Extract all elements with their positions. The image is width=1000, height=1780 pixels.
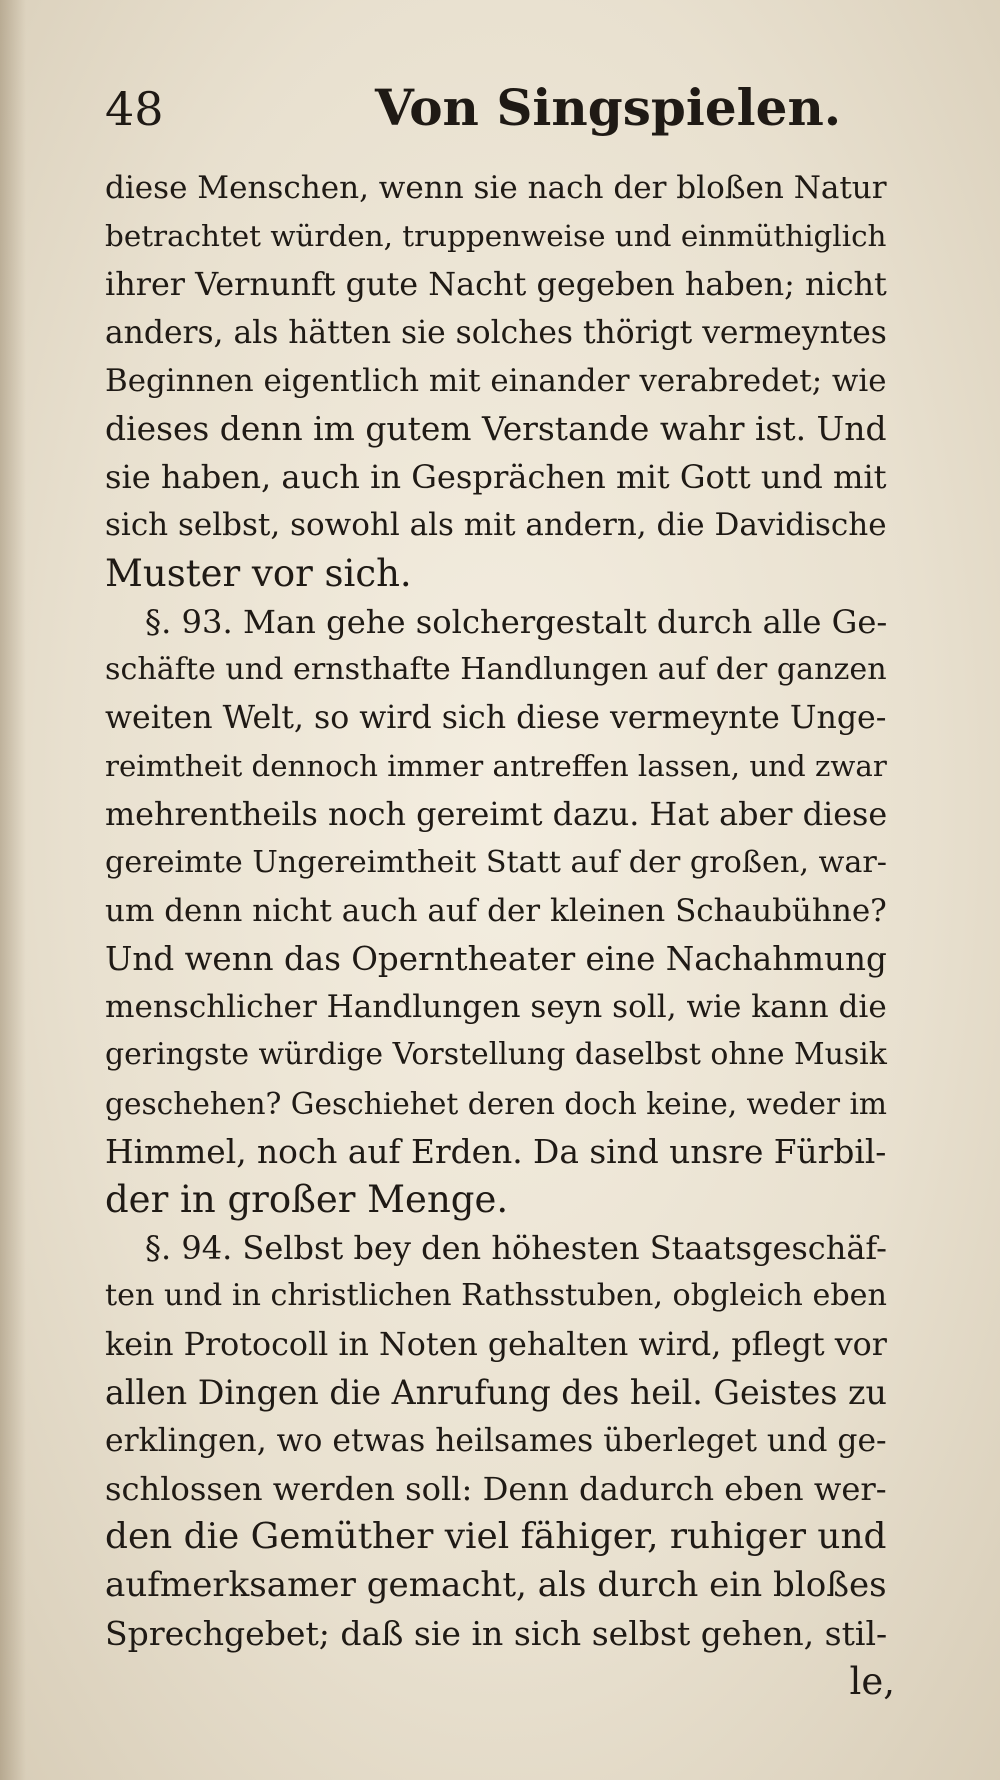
- text-line: sich selbst, sowohl als mit andern, die Davidische: [105, 507, 887, 544]
- text-line: geschehen? Geschiehet deren doch keine, weder im: [105, 1086, 888, 1121]
- text-line: Sprechgebet; daß sie in sich selbst gehen, stil-: [105, 1613, 888, 1653]
- text-line: Und wenn das Operntheater eine Nachahmung: [105, 940, 887, 978]
- text-line: schäfte und ernsthafte Handlungen auf der ganzen: [105, 651, 887, 687]
- text-line: den die Gemüther viel fähiger, ruhiger und: [105, 1516, 887, 1558]
- text-line: betrachtet würden, truppenweise und einmüthiglich: [105, 219, 887, 254]
- text-line: mehrentheils noch gereimt dazu. Hat aber diese: [105, 795, 888, 834]
- text-line: geringste würdige Vorstellung daselbst ohne Musik: [105, 1037, 887, 1073]
- text-line: ten und in christlichen Rathsstuben, obgleich eben: [105, 1278, 887, 1314]
- paragraph-start-line: §. 93. Man gehe solchergestalt durch alle Ge-: [145, 602, 888, 641]
- text-line: Himmel, noch auf Erden. Da sind unsre Fürbil-: [105, 1132, 887, 1171]
- text-line: kein Protocoll in Noten gehalten wird, pflegt vor: [105, 1326, 887, 1363]
- text-line: reimtheit dennoch immer antreffen lassen, und zwar: [105, 749, 887, 784]
- text-line: ihrer Vernunft gute Nacht gegeben haben; nicht: [105, 265, 887, 304]
- text-line: erklingen, wo etwas heilsames überleget und ge-: [105, 1422, 887, 1459]
- text-line: um denn nicht auch auf der kleinen Schaubühne?: [105, 892, 887, 929]
- text-line: der in großer Menge.: [105, 1177, 509, 1221]
- text-line: diese Menschen, wenn sie nach der bloßen Natur: [105, 170, 887, 206]
- body-text: [105, 164, 895, 1706]
- text-line: weiten Welt, so wird sich diese vermeynte Unge-: [105, 700, 887, 737]
- text-line: schlossen werden soll: Denn dadurch eben wer-: [105, 1470, 887, 1509]
- text-line: Muster vor sich.: [105, 551, 412, 595]
- text-line: gereimte Ungereimtheit Statt auf der großen, war-: [105, 844, 887, 880]
- page-header: [105, 72, 895, 152]
- running-title: Von Singspielen.: [375, 78, 842, 137]
- page-number: 48: [105, 82, 164, 136]
- gutter-shadow: [0, 0, 26, 1780]
- text-line: dieses denn im gutem Verstande wahr ist. Und: [105, 408, 887, 448]
- text-line: aufmerksamer gemacht, als durch ein bloßes: [105, 1565, 887, 1606]
- text-line: menschlicher Handlungen seyn soll, wie kann die: [105, 989, 887, 1026]
- paragraph-start-line: §. 94. Selbst bey den höhesten Staatsgeschäf-: [145, 1229, 887, 1268]
- text-line: allen Dingen die Anrufung des heil. Geistes zu: [105, 1372, 887, 1412]
- text-line: anders, als hätten sie solches thörigt vermeyntes: [105, 314, 887, 351]
- catchword: le,: [849, 1659, 895, 1703]
- text-line: Beginnen eigentlich mit einander verabredet; wie: [105, 362, 887, 399]
- text-line: sie haben, auch in Gesprächen mit Gott und mit: [105, 458, 887, 497]
